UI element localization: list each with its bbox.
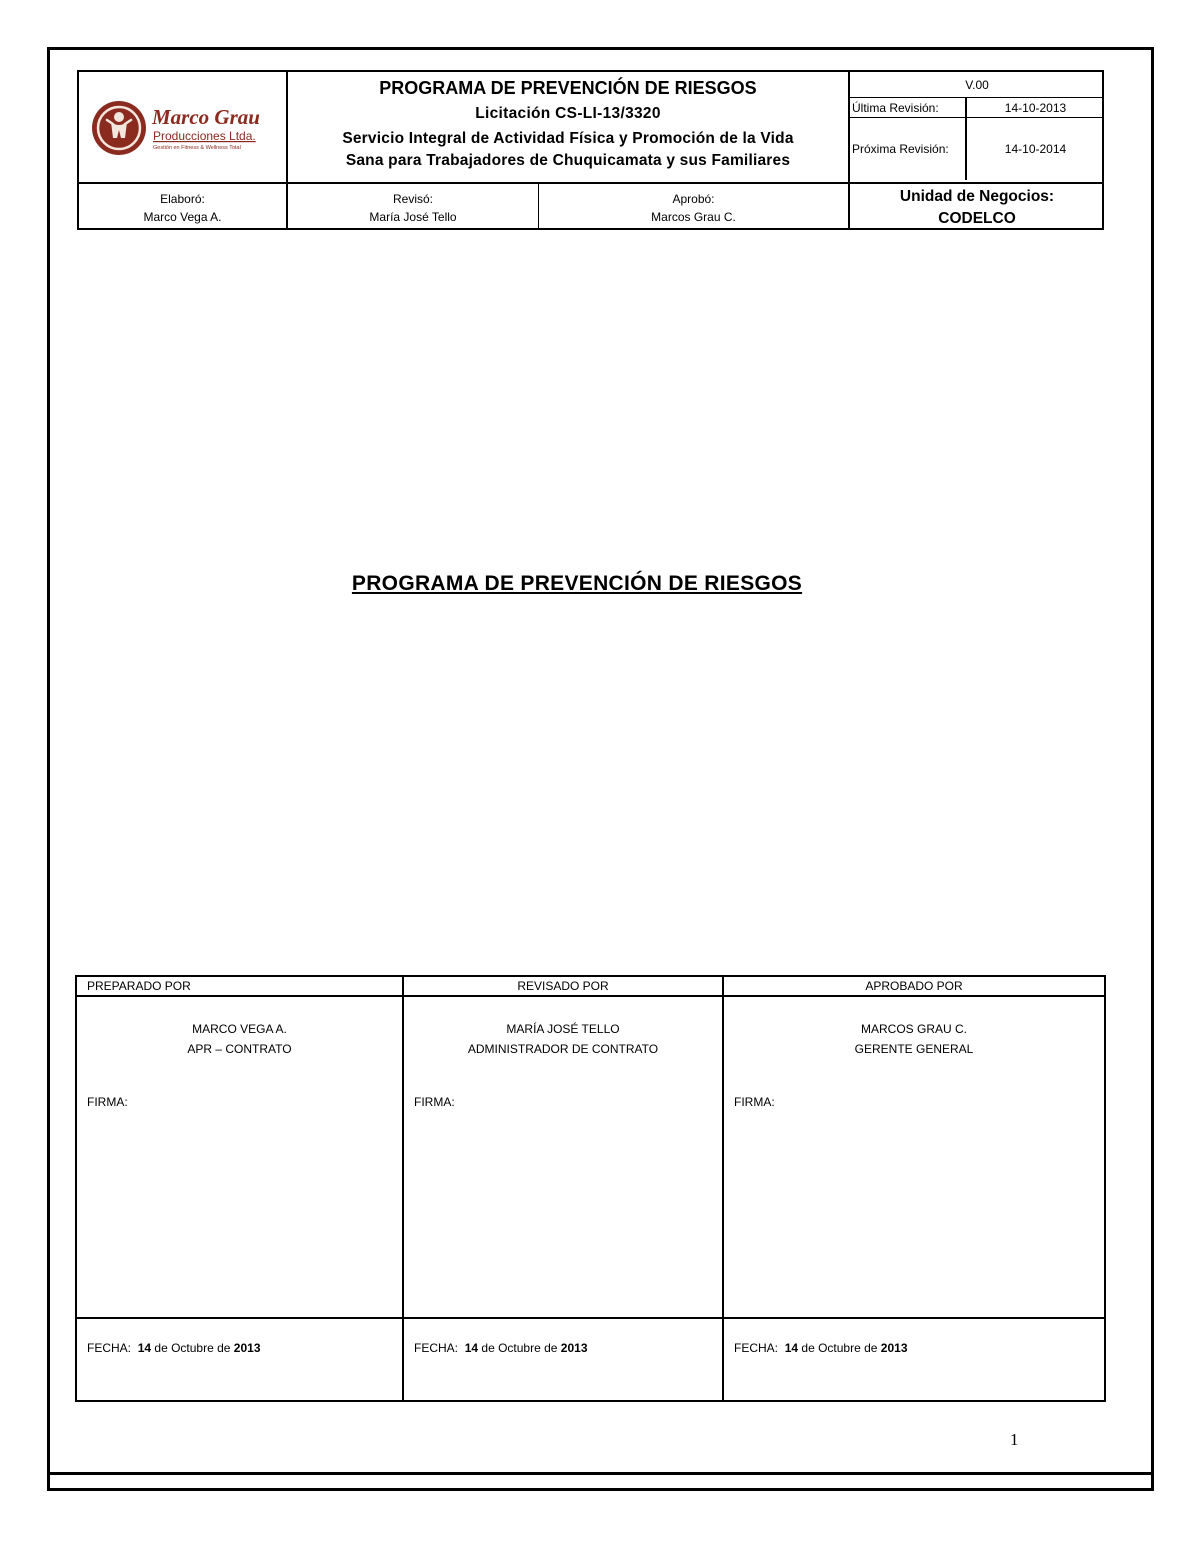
approval-person <box>404 1019 722 1059</box>
date-day: 14 <box>137 1341 152 1355</box>
date-month: de Octubre de <box>801 1341 878 1355</box>
business-unit-value: CODELCO <box>938 210 1016 227</box>
approval-person-role: APR – CONTRATO <box>187 1042 292 1056</box>
approval-person <box>77 1019 402 1059</box>
version-cell <box>848 72 1104 182</box>
signature-label: FIRMA: <box>734 1095 775 1109</box>
header-title: PROGRAMA DE PREVENCIÓN DE RIESGOS <box>379 78 757 98</box>
date-day: 14 <box>464 1341 479 1355</box>
company-logo <box>79 72 286 182</box>
elaboro-name: Marco Vega A. <box>143 210 222 224</box>
date-month: de Octubre de <box>154 1341 231 1355</box>
reviso-label: Revisó: <box>392 192 433 206</box>
header-description-line2: Sana para Trabajadores de Chuquicamata y sus Familiares <box>345 152 791 169</box>
approval-table <box>75 975 1106 1402</box>
header-description-line1: Servicio Integral de Actividad Física y Promoción de la Vida <box>342 130 794 147</box>
next-revision-row <box>850 118 1104 180</box>
version-label: V.00 <box>850 72 1104 98</box>
approval-column-header: APROBADO POR <box>724 977 1104 997</box>
reviso-cell <box>288 184 539 230</box>
reviso-name: María José Tello <box>369 210 457 224</box>
aprobo-name: Marcos Grau C. <box>651 210 736 224</box>
approval-date <box>77 1317 402 1400</box>
date-label: FECHA: <box>734 1341 779 1355</box>
business-unit-cell <box>850 184 1104 230</box>
logo-brand-subtitle: Producciones Ltda. <box>153 129 256 143</box>
date-month: de Octubre de <box>481 1341 558 1355</box>
elaboro-cell <box>79 184 288 230</box>
document-header-table <box>77 70 1104 230</box>
date-label: FECHA: <box>87 1341 132 1355</box>
approval-person-role: ADMINISTRADOR DE CONTRATO <box>467 1042 659 1056</box>
signature-label: FIRMA: <box>87 1095 128 1109</box>
logo-brand-name: Marco Grau <box>152 105 260 129</box>
bottom-rule <box>47 1472 1154 1475</box>
logo-cell <box>79 72 288 182</box>
next-revision-value: 14-10-2014 <box>1004 142 1067 156</box>
signature-label: FIRMA: <box>414 1095 455 1109</box>
approval-person-name: MARCOS GRAU C. <box>860 1022 967 1036</box>
business-unit-label: Unidad de Negocios: <box>899 188 1055 205</box>
approval-person-name: MARCO VEGA A. <box>192 1022 287 1036</box>
last-revision-label: Última Revisión: <box>850 98 967 117</box>
aprobo-label: Aprobó: <box>672 192 715 206</box>
elaboro-label: Elaboró: <box>160 192 205 206</box>
date-label: FECHA: <box>414 1341 459 1355</box>
document-main-title: PROGRAMA DE PREVENCIÓN DE RIESGOS <box>351 572 803 595</box>
last-revision-value: 14-10-2013 <box>1004 100 1067 115</box>
approval-column-approved <box>722 977 1104 1400</box>
date-year: 2013 <box>880 1341 908 1355</box>
header-description <box>288 128 848 172</box>
header-title-cell <box>288 72 848 182</box>
aprobo-cell <box>539 184 850 230</box>
logo-brand-tagline: Gestión en Fitness & Wellness Total <box>153 145 241 151</box>
approval-date <box>724 1317 1104 1400</box>
approval-date <box>404 1317 722 1400</box>
approval-column-prepared <box>77 977 402 1400</box>
page-number: 1 <box>1010 1430 1019 1449</box>
approval-person-role: GERENTE GENERAL <box>854 1042 974 1056</box>
approval-column-reviewed <box>402 977 722 1400</box>
last-revision-row <box>850 98 1104 118</box>
date-day: 14 <box>784 1341 799 1355</box>
header-signature-row <box>79 182 1104 230</box>
approval-person-name: MARÍA JOSÉ TELLO <box>506 1022 620 1036</box>
approval-person <box>724 1019 1104 1059</box>
date-year: 2013 <box>560 1341 588 1355</box>
approval-column-header: REVISADO POR <box>404 977 722 997</box>
header-tender-number: Licitación CS-LI-13/3320 <box>475 105 661 122</box>
date-year: 2013 <box>233 1341 261 1355</box>
approval-column-header: PREPARADO POR <box>77 977 402 997</box>
next-revision-label: Próxima Revisión: <box>850 118 967 180</box>
